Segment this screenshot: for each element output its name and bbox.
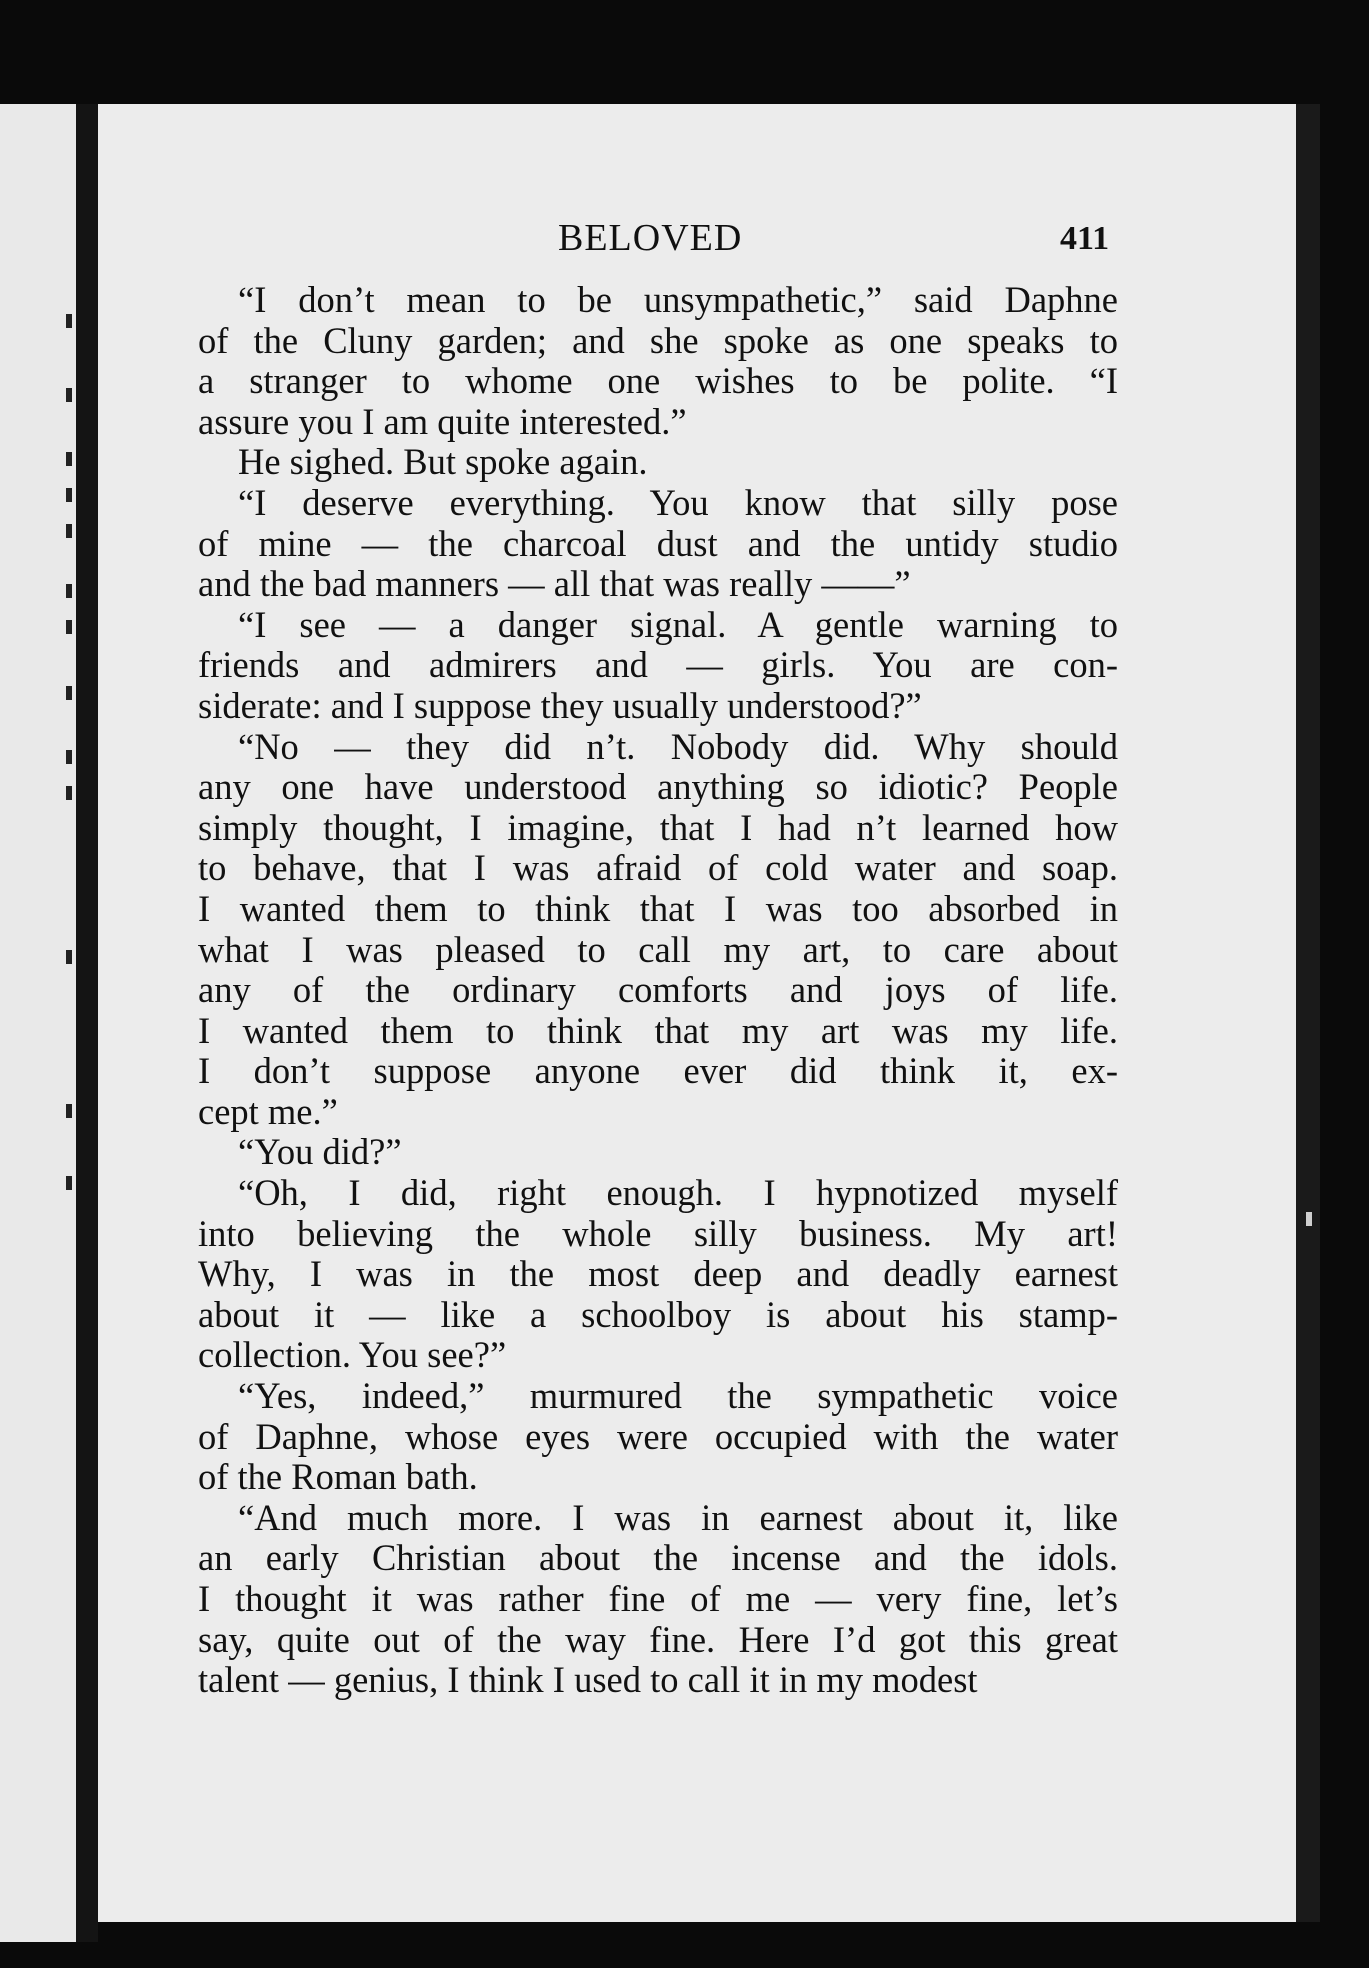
text-line: talent — genius, I think I used to call it in my modest [198,1659,978,1701]
text-line: of the Cluny garden; and she spoke as one speaks to [198,319,1118,361]
text-line: siderate: and I suppose they usually understood?” [198,684,922,726]
text-line: “I deserve everything. You know that silly pose [238,481,1118,523]
text-line: into believing the whole silly business. My art! [198,1212,1118,1254]
text-fragment [66,950,72,964]
text-fragment [66,314,72,328]
paragraph [198,1376,1118,1498]
text-line: friends and admirers and — girls. You are con- [198,644,1118,686]
paragraph [198,727,1118,1133]
text-fragment [66,1104,72,1118]
text-fragment [66,452,72,466]
paragraph [198,280,1118,442]
text-line: “Oh, I did, right enough. I hypnotized myself [238,1172,1118,1214]
text-line: simply thought, I imagine, that I had n’t learned how [198,806,1118,848]
scan-artifact [1306,1212,1312,1226]
paragraph [198,442,1118,483]
text-line: a stranger to whome one wishes to be polite. “I [198,360,1118,402]
text-line: of Daphne, whose eyes were occupied with the water [198,1415,1118,1457]
text-line: of mine — the charcoal dust and the untidy studio [198,522,1118,564]
book-gutter [76,104,98,1942]
text-line: “And much more. I was in earnest about it, like [238,1496,1118,1538]
text-line: He sighed. But spoke again. [238,441,648,483]
page-edge-shadow [1296,104,1320,1922]
text-fragment [66,750,72,764]
text-fragment [66,686,72,700]
book-page [98,104,1296,1922]
paragraph [198,1173,1118,1376]
facing-page-text-fragments [64,104,72,1942]
text-line: “You did?” [238,1131,402,1173]
body-text [198,280,1118,1701]
text-line: “No — they did n’t. Nobody did. Why should [238,725,1118,767]
text-line: “Yes, indeed,” murmured the sympathetic voice [238,1375,1118,1417]
text-fragment [66,488,72,502]
text-fragment [66,786,72,800]
text-line: “I don’t mean to be unsympathetic,” said Daphne [238,279,1118,320]
text-line: to behave, that I was afraid of cold water and soap. [198,847,1118,889]
facing-page-edge [0,104,76,1942]
text-fragment [66,584,72,598]
text-line: cept me.” [198,1090,338,1132]
paragraph [198,605,1118,727]
text-line: and the bad manners — all that was really ——” [198,563,911,605]
text-line: Why, I was in the most deep and deadly earnest [198,1253,1118,1295]
text-line: of the Roman bath. [198,1456,478,1498]
text-line: I thought it was rather fine of me — very fine, let’s [198,1578,1118,1619]
text-line: I wanted them to think that my art was my life. [198,1009,1118,1051]
text-line: assure you I am quite interested.” [198,400,687,442]
text-fragment [66,1176,72,1190]
paragraph [198,1498,1118,1701]
text-line: what I was pleased to call my art, to care about [198,928,1118,970]
text-line: about it — like a schoolboy is about his stamp- [198,1293,1118,1335]
text-line: any of the ordinary comforts and joys of life. [198,969,1118,1011]
text-line: any one have understood anything so idiotic? People [198,766,1118,808]
text-line: I don’t suppose anyone ever did think it, ex- [198,1050,1118,1092]
running-head [98,216,1296,266]
text-fragment [66,524,72,538]
text-line: I wanted them to think that I was too absorbed in [198,887,1118,929]
text-line: collection. You see?” [198,1334,507,1376]
text-line: an early Christian about the incense and the idols. [198,1537,1118,1579]
page-number: 411 [1060,220,1110,257]
paragraph [198,483,1118,605]
text-fragment [66,620,72,634]
text-fragment [66,388,72,402]
text-line: “I see — a danger signal. A gentle warning to [238,603,1118,645]
chapter-title: BELOVED [558,217,743,259]
paragraph [198,1132,1118,1173]
text-line: say, quite out of the way fine. Here I’d got this great [198,1618,1118,1660]
